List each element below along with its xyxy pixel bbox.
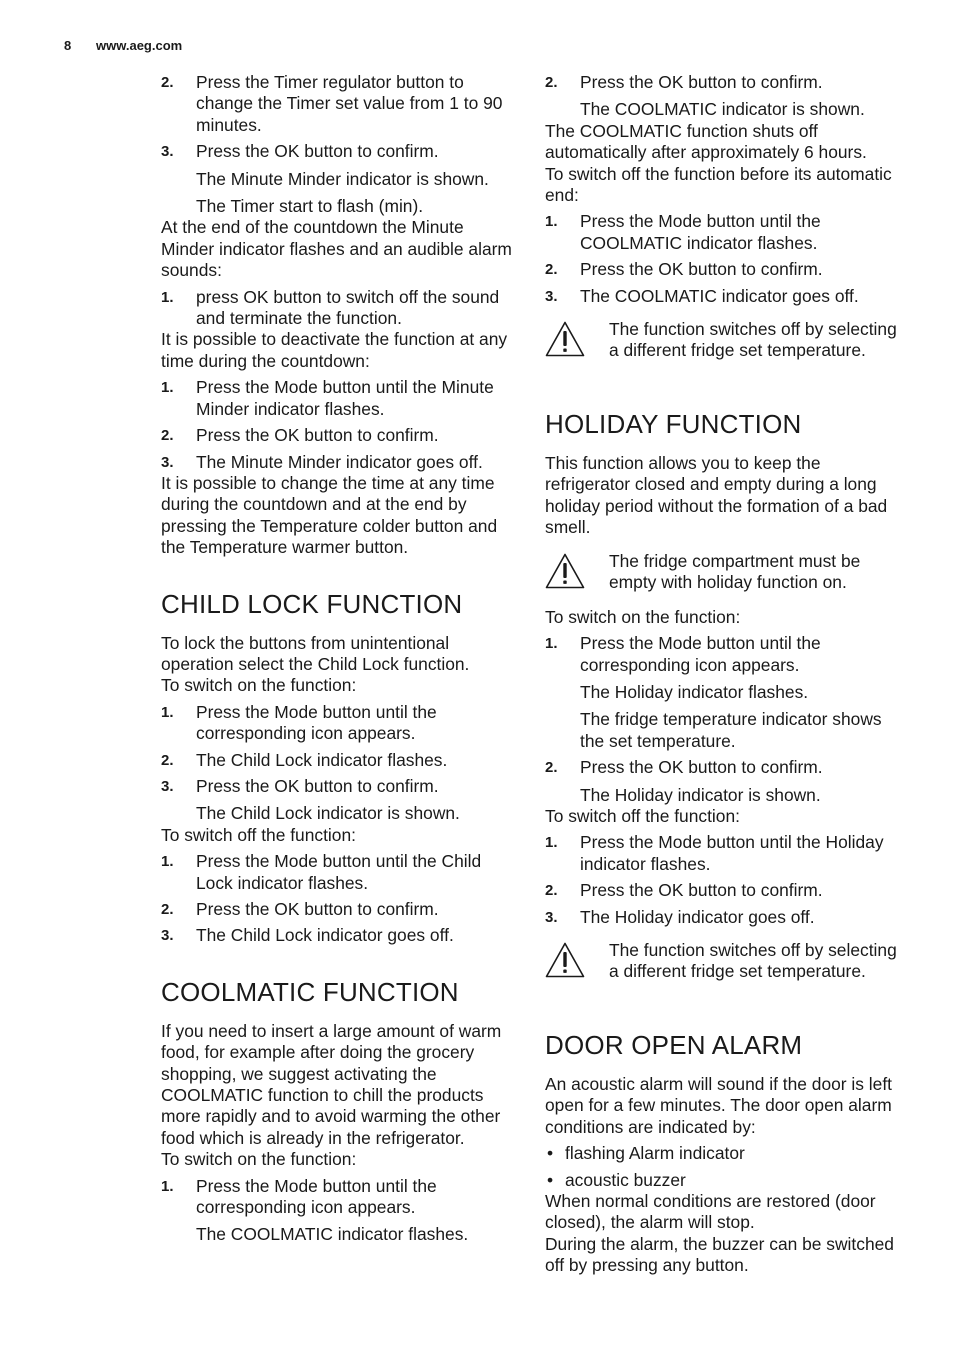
paragraph: During the alarm, the buzzer can be switched off by pressing any button. [545, 1233, 894, 1276]
list-item [161, 702, 513, 745]
item-number: 3. [545, 908, 558, 926]
paragraph: To switch on the function: [161, 675, 357, 696]
item-number: 2. [161, 901, 174, 918]
list-item [545, 211, 897, 254]
page-header [64, 38, 182, 54]
item-text: Press the Mode button until the Minute Minder indicator flashes. [196, 377, 494, 419]
item-number: 1. [161, 288, 174, 306]
section-title-child-lock: CHILD LOCK FUNCTION [161, 588, 463, 619]
bullet-item [545, 1143, 897, 1164]
warning-note [545, 940, 897, 1000]
paragraph: At the end of the countdown the Minute Minder indicator flashes and an audible alarm sounds: [161, 217, 512, 281]
item-text: Press the OK button to confirm. [196, 899, 439, 919]
item-number: 1. [545, 834, 558, 852]
list-item [161, 287, 513, 330]
list-item [545, 633, 897, 676]
item-text: Press the OK button to confirm. [196, 141, 439, 162]
item-number: 3. [161, 143, 174, 161]
list-item [161, 851, 513, 894]
list-item [161, 925, 513, 946]
paragraph: The COOLMATIC function shuts off automatically after approximately 6 hours. [545, 120, 867, 163]
item-text: Press the OK button to confirm. [580, 880, 823, 901]
item-note: The Timer start to flash (min). [196, 196, 424, 217]
item-note: The Holiday indicator is shown. [580, 784, 821, 805]
bullet-item [545, 1170, 897, 1191]
item-text: The COOLMATIC indicator goes off. [580, 285, 859, 306]
list-item [545, 757, 897, 778]
item-text: Press the Mode button until the Child Lock indicator flashes. [196, 851, 482, 893]
item-text: The Child Lock indicator flashes. [196, 749, 448, 770]
item-note: The COOLMATIC indicator flashes. [196, 1224, 469, 1245]
item-text: Press the OK button to confirm. [580, 259, 823, 280]
list-item [161, 1176, 513, 1219]
paragraph: It is possible to change the time at any time during the countdown and at the end by pressing the Temperature colder button and the Temperature warmer button. [161, 472, 498, 558]
list-item [545, 832, 897, 875]
item-number: 2. [545, 882, 558, 900]
item-text: Press the Mode button until the Holiday indicator flashes. [580, 832, 884, 874]
bullet-text: acoustic buzzer [565, 1169, 686, 1190]
item-text: The Holiday indicator goes off. [580, 906, 815, 927]
item-number: 2. [161, 427, 174, 445]
warning-text: The function switches off by selecting a different fridge set temperature. [609, 939, 897, 982]
list-item [545, 72, 897, 93]
paragraph: This function allows you to keep the refrigerator closed and empty during a long holiday period without the formation of a bad smell. [545, 453, 888, 538]
item-number: 1. [161, 853, 174, 871]
list-item [545, 907, 897, 928]
item-text: press OK button to switch off the sound and terminate the function. [196, 286, 500, 329]
item-note: The Holiday indicator flashes. [580, 681, 809, 702]
website-url[interactable]: www.aeg.com [96, 38, 183, 53]
list-item [545, 286, 897, 307]
item-text: The Minute Minder indicator goes off. [196, 451, 483, 472]
bullet-text: flashing Alarm indicator [565, 1143, 745, 1164]
item-number: 2. [545, 261, 558, 279]
warning-triangle-icon [545, 942, 585, 978]
warning-triangle-icon [545, 553, 585, 589]
item-text: Press the OK button to confirm. [196, 425, 439, 446]
item-text: Press the OK button to confirm. [580, 72, 823, 92]
paragraph: To switch on the function: [161, 1149, 357, 1170]
list-item [161, 899, 513, 920]
item-number: 1. [545, 213, 558, 231]
bullet-dot: • [547, 1143, 554, 1164]
bullet-dot: • [547, 1169, 554, 1190]
page-number: 8 [64, 38, 72, 53]
paragraph: An acoustic alarm will sound if the door is left open for a few minutes. The door open alarm conditions are indicated by: [545, 1073, 893, 1137]
section-title-holiday: HOLIDAY FUNCTION [545, 409, 802, 440]
warning-triangle-icon [545, 321, 585, 357]
item-text: Press the OK button to confirm. [580, 757, 823, 778]
list-item [545, 259, 897, 280]
warning-text: The fridge compartment must be empty with holiday function on. [609, 550, 861, 593]
item-number: 3. [161, 453, 174, 471]
item-text: Press the Mode button until the corresponding icon appears. [196, 1175, 437, 1218]
list-item [161, 425, 513, 446]
item-note: The fridge temperature indicator shows the set temperature. [580, 709, 882, 751]
paragraph: If you need to insert a large amount of warm food, for example after doing the grocery shopping, we suggest activating the COOLMATIC function to chill the products more rapidly and to avoid warming the other food which is already in the refrigerator. [161, 1020, 502, 1148]
paragraph: When normal conditions are restored (door closed), the alarm will stop. [545, 1191, 876, 1233]
item-number: 3. [161, 927, 174, 945]
item-number: 1. [161, 703, 174, 721]
item-number: 1. [161, 1177, 174, 1195]
list-item [161, 141, 513, 162]
item-note: The Child Lock indicator is shown. [196, 803, 460, 824]
item-number: 1. [161, 379, 174, 397]
warning-note [545, 551, 897, 599]
item-number: 2. [545, 759, 558, 777]
item-text: Press the Mode button until the corresponding icon appears. [580, 633, 821, 675]
item-note: The COOLMATIC indicator is shown. [580, 99, 865, 120]
paragraph: It is possible to deactivate the function at any time during the countdown: [161, 329, 508, 371]
section-title-coolmatic: COOLMATIC FUNCTION [161, 976, 459, 1007]
paragraph: To switch on the function: [545, 606, 741, 627]
paragraph: To lock the buttons from unintentional operation select the Child Lock function. [161, 632, 470, 674]
list-item [161, 452, 513, 473]
paragraph: To switch off the function before its automatic end: [545, 163, 892, 206]
list-item [161, 377, 513, 420]
left-column [161, 72, 513, 1246]
paragraph: To switch off the function: [161, 824, 356, 845]
right-column [545, 72, 897, 1277]
item-number: 2. [545, 74, 558, 91]
section-title-door-open-alarm: DOOR OPEN ALARM [545, 1029, 803, 1060]
item-text: Press the Mode button until the corresponding icon appears. [196, 701, 437, 744]
item-number: 2. [161, 74, 174, 91]
item-number: 2. [161, 751, 174, 769]
item-note: The Minute Minder indicator is shown. [196, 168, 489, 189]
list-item [161, 776, 513, 797]
list-item [545, 880, 897, 901]
item-number: 1. [545, 635, 558, 653]
item-text: Press the Timer regulator button to change the Timer set value from 1 to 90 minutes. [196, 72, 503, 135]
item-text: The Child Lock indicator goes off. [196, 925, 454, 946]
item-text: Press the Mode button until the COOLMATIC indicator flashes. [580, 211, 821, 253]
paragraph: To switch off the function: [545, 805, 740, 826]
warning-note [545, 319, 897, 379]
item-text: Press the OK button to confirm. [196, 775, 439, 796]
list-item [161, 750, 513, 771]
list-item [161, 72, 513, 136]
warning-text: The function switches off by selecting a different fridge set temperature. [609, 319, 897, 361]
item-number: 3. [161, 777, 174, 795]
item-number: 3. [545, 287, 558, 305]
